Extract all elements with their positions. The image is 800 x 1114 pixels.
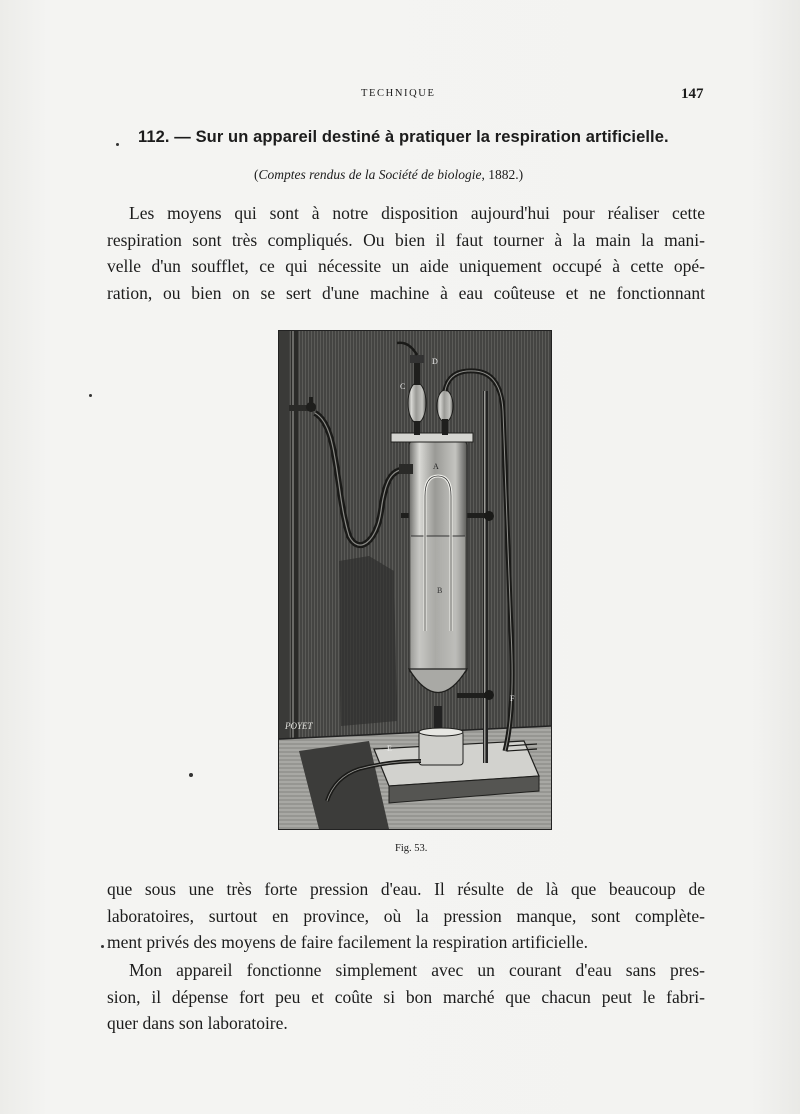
figure-caption: Fig. 53. (395, 843, 428, 854)
citation-year: , 1882.) (481, 167, 524, 182)
text-line: laboratoires, surtout en province, où la pression manque, sont complète- (107, 905, 705, 926)
text-line: sion, il dépense fort peu et coûte si bon marché que chacun peut le fabri- (107, 986, 705, 1007)
margin-dot (101, 945, 104, 948)
text-line: Les moyens qui sont à notre disposition aujourd'hui pour réaliser cette (129, 203, 705, 223)
label-C: C (400, 382, 406, 391)
text-line: Mon appareil fonctionne simplement avec un courant d'eau sans pres- (129, 960, 705, 980)
label-E: E (387, 744, 392, 753)
margin-dot (189, 773, 193, 777)
text-line: quer dans son laboratoire. (107, 1013, 288, 1033)
label-F: F (510, 694, 515, 703)
text-line: ration, ou bien on se sert d'une machine à eau coûteuse et ne fonctionnant (107, 282, 705, 303)
citation-open: ( (254, 167, 259, 182)
label-D: D (432, 357, 438, 366)
paragraph-1 (107, 200, 705, 306)
text-line: ment privés des moyens de faire facilement la respiration artificielle. (107, 932, 589, 952)
text-line: que sous une très forte pression d'eau. Il résulte de là que beaucoup de (107, 879, 705, 899)
running-head: TECHNIQUE (361, 88, 436, 99)
figure-apparatus-engraving (278, 330, 552, 830)
page-number: 147 (681, 86, 704, 102)
text-line: respiration sont très compliqués. Ou bien il faut tourner à la main la mani- (107, 229, 705, 250)
margin-dot (116, 143, 119, 146)
paragraph-3 (107, 957, 705, 1037)
paragraph-2 (107, 876, 705, 956)
text-line: velle d'un soufflet, ce qui nécessite un aide uniquement occupé à cette opé- (107, 256, 705, 276)
citation-source: Comptes rendus de la Société de biologie (258, 167, 482, 182)
apparatus-illustration (279, 331, 551, 829)
engraver-signature: POYET (285, 721, 313, 731)
label-B: B (437, 586, 443, 595)
margin-dot (89, 394, 92, 397)
citation (254, 167, 523, 183)
section-title: 112. — Sur un appareil destiné à pratiquer la respiration artificielle. (138, 128, 669, 146)
label-A: A (433, 462, 439, 471)
